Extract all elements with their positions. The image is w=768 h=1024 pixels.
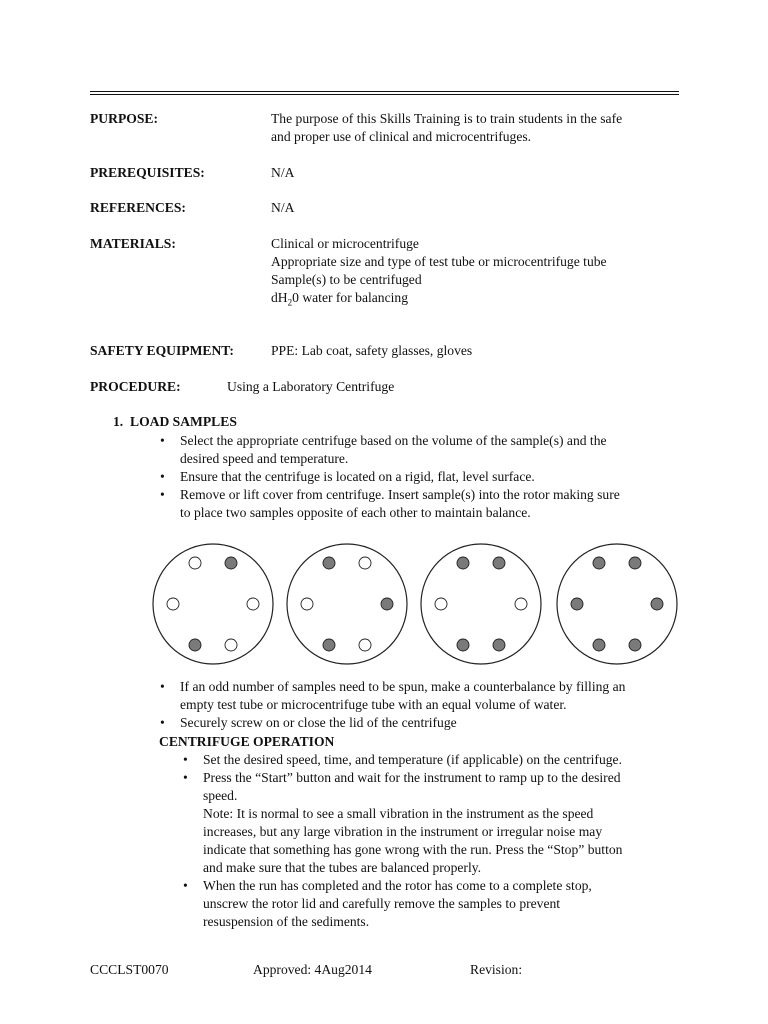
filled-sample-slot: [629, 557, 641, 569]
value-line: N/A: [271, 165, 295, 180]
load-samples-list-continued: [160, 678, 690, 732]
item-line: Securely screw on or close the lid of the centrifuge: [180, 715, 457, 730]
field-value: [271, 110, 691, 146]
filled-sample-slot: [381, 598, 393, 610]
value-line: PPE: Lab coat, safety glasses, gloves: [271, 343, 473, 358]
item-line: Ensure that the centrifuge is located on a rigid, flat, level surface.: [180, 469, 535, 484]
field-value: [271, 235, 691, 312]
filled-sample-slot: [457, 639, 469, 651]
load-samples-list: [160, 432, 690, 522]
field-label: SAFETY EQUIPMENT:: [90, 343, 234, 358]
field-label: PURPOSE:: [90, 111, 158, 126]
bullet-icon: •: [160, 469, 165, 484]
item-line: increases, but any large vibration in the instrument or irregular noise may: [203, 824, 603, 839]
item-line: desired speed and temperature.: [180, 451, 349, 466]
item-line: indicate that something has gone wrong with the run. Press the “Stop” button: [203, 842, 623, 857]
top-rule-thick: [90, 94, 679, 95]
item-line: When the run has completed and the rotor has come to a complete stop,: [203, 878, 592, 893]
list-item: [160, 714, 690, 732]
bullet-icon: •: [183, 752, 188, 767]
section-centrifuge-operation-title: CENTRIFUGE OPERATION: [159, 734, 335, 749]
filled-sample-slot: [571, 598, 583, 610]
field-label: REFERENCES:: [90, 200, 186, 215]
bullet-icon: •: [160, 487, 165, 502]
bullet-icon: •: [160, 433, 165, 448]
value-line: Appropriate size and type of test tube or microcentrifuge tube: [271, 254, 607, 269]
filled-sample-slot: [651, 598, 663, 610]
value-line: Sample(s) to be centrifuged: [271, 272, 422, 287]
list-item: [183, 769, 693, 877]
rotor-balance-diagrams: [150, 540, 680, 670]
item-line: Select the appropriate centrifuge based on the volume of the sample(s) and the: [180, 433, 607, 448]
value-line: and proper use of clinical and microcentrifuges.: [271, 129, 532, 144]
item-line: If an odd number of samples need to be spun, make a counterbalance by filling an: [180, 679, 626, 694]
list-item: [160, 486, 690, 522]
item-line: Note: It is normal to see a small vibration in the instrument as the speed: [203, 806, 594, 821]
field-value: [271, 164, 691, 182]
filled-sample-slot: [493, 639, 505, 651]
field-value: [271, 342, 691, 360]
filled-sample-slot: [225, 557, 237, 569]
empty-sample-slot: [167, 598, 179, 610]
empty-sample-slot: [225, 639, 237, 651]
empty-sample-slot: [359, 639, 371, 651]
item-line: Press the “Start” button and wait for the instrument to ramp up to the desired: [203, 770, 621, 785]
list-item: [160, 678, 690, 714]
list-item: [160, 468, 690, 486]
filled-sample-slot: [457, 557, 469, 569]
footer-doc-id: CCCLST0070: [90, 962, 169, 977]
item-line: unscrew the rotor lid and carefully remove the samples to prevent: [203, 896, 561, 911]
item-line: and make sure that the tubes are balanced properly.: [203, 860, 482, 875]
empty-sample-slot: [515, 598, 527, 610]
empty-sample-slot: [247, 598, 259, 610]
filled-sample-slot: [593, 557, 605, 569]
bullet-icon: •: [183, 878, 188, 893]
item-line: Remove or lift cover from centrifuge. Insert sample(s) into the rotor making sure: [180, 487, 620, 502]
field-label: PROCEDURE:: [90, 379, 181, 394]
bullet-icon: •: [183, 770, 188, 785]
value-line: The purpose of this Skills Training is to train students in the safe: [271, 111, 623, 126]
item-line: to place two samples opposite of each other to maintain balance.: [180, 505, 531, 520]
bullet-icon: •: [160, 679, 165, 694]
list-item: [160, 432, 690, 468]
value-line: N/A: [271, 200, 295, 215]
section-title: LOAD SAMPLES: [130, 414, 237, 429]
value-line: $dH_20$ water for balancing: [271, 290, 408, 308]
empty-sample-slot: [189, 557, 201, 569]
field-label: MATERIALS:: [90, 236, 176, 251]
item-line: resuspension of the sediments.: [203, 914, 370, 929]
item-line: speed.: [203, 788, 238, 803]
item-line: empty test tube or microcentrifuge tube with an equal volume of water.: [180, 697, 567, 712]
filled-sample-slot: [593, 639, 605, 651]
section-load-samples-title: [113, 413, 237, 431]
empty-sample-slot: [435, 598, 447, 610]
field-value: [271, 199, 691, 217]
section-number: 1.: [113, 414, 124, 429]
empty-sample-slot: [301, 598, 313, 610]
filled-sample-slot: [493, 557, 505, 569]
filled-sample-slot: [189, 639, 201, 651]
field-label: PREREQUISITES:: [90, 165, 205, 180]
bullet-icon: •: [160, 715, 165, 730]
empty-sample-slot: [359, 557, 371, 569]
top-rule: [90, 91, 679, 92]
procedure-value: Using a Laboratory Centrifuge: [227, 379, 395, 394]
filled-sample-slot: [323, 639, 335, 651]
footer-revision: Revision:: [470, 962, 523, 977]
list-item: [183, 877, 693, 931]
filled-sample-slot: [629, 639, 641, 651]
centrifuge-operation-list: [183, 751, 693, 931]
filled-sample-slot: [323, 557, 335, 569]
value-line: Clinical or microcentrifuge: [271, 236, 419, 251]
item-line: Set the desired speed, time, and temperature (if applicable) on the centrifuge.: [203, 752, 622, 767]
list-item: [183, 751, 693, 769]
footer-approved: Approved: 4Aug2014: [253, 962, 372, 977]
